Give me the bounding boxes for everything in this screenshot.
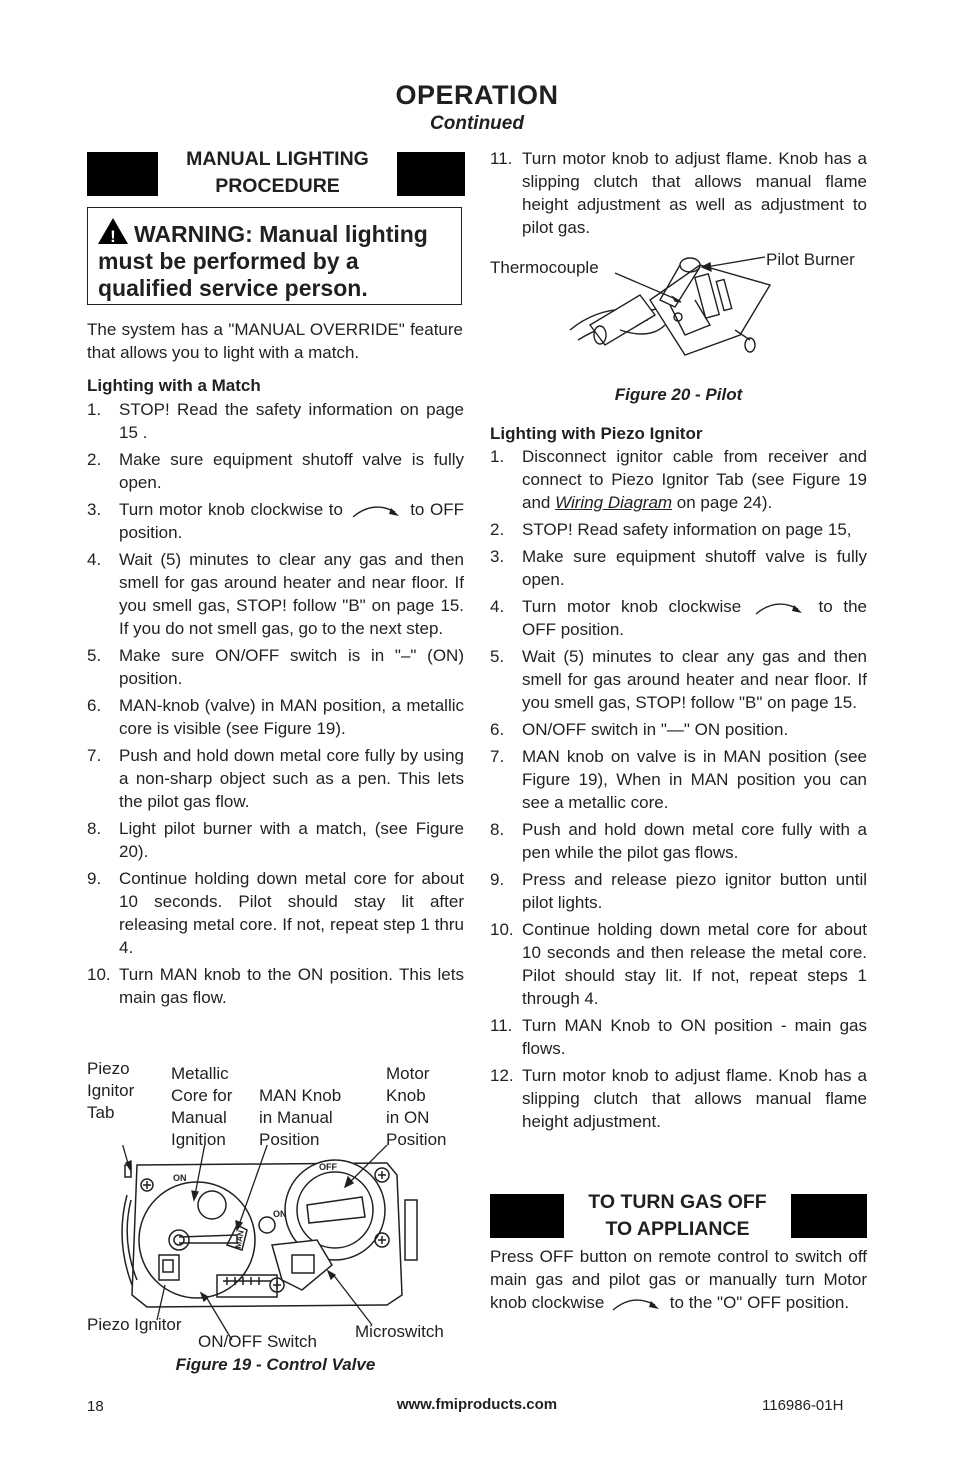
gas-off-paragraph: Press OFF button on remote control to switch off main gas and pilot gas or manually turn Motor knob clockwise to the "O" OFF position. [490, 1247, 867, 1312]
list-item: 8. Light pilot burner with a match, (see Figure 20). [87, 819, 464, 861]
list-item: 4. Wait (5) minutes to clear any gas and then smell for gas around heater and near floor. If you smell gas, STOP! follow "B" on page 15. If you do not smell gas, go to the next step. [87, 550, 464, 638]
list-item: 7. MAN knob on valve is in MAN position (see Figure 19), When in MAN position you can see a metallic core. [490, 747, 867, 812]
list-item: 11. Turn MAN Knob to ON position - main gas flows. [490, 1016, 867, 1058]
section-title-gas-off: TO TURN GAS OFF TO APPLIANCE [588, 1191, 767, 1240]
list-item: 6. ON/OFF switch in "—" ON position. [490, 720, 789, 739]
pilot-figure [560, 245, 790, 375]
section-bar-left [87, 152, 158, 196]
clockwise-arrow-icon [349, 502, 405, 520]
wiring-diagram-link[interactable]: Wiring Diagram [555, 493, 673, 512]
warning-box [87, 207, 462, 305]
list-item: 1. STOP! Read the safety information on page 15 . [87, 400, 464, 442]
section-title-manual-lighting: MANUAL LIGHTING PROCEDURE [186, 148, 369, 197]
figure20-caption: Figure 20 - Pilot [614, 385, 743, 404]
list-item: 11. Turn motor knob to adjust flame. Knob has a slipping clutch that allows manual flame height adjustment as well as adjustment to pilot gas. [490, 149, 867, 237]
label-man-knob: MAN Knob in Manual Position [259, 1086, 342, 1149]
match-steps-list [87, 398, 464, 1013]
page-title: OPERATION [395, 80, 559, 110]
section-bar-right [397, 152, 465, 196]
list-item: 5. Wait (5) minutes to clear any gas and then smell for gas around heater and near floor. If you smell gas, STOP! follow "B" on page 15. [490, 647, 867, 712]
clockwise-arrow-icon [752, 599, 808, 617]
list-item: 10. Continue holding down metal core for about 10 seconds and then release the metal core. Pilot should stay lit. If not, repeat steps 1 through 4. [490, 920, 867, 1008]
list-item: 12. Turn motor knob to adjust flame. Knob has a slipping clutch that allows manual flame height adjustment. [490, 1066, 867, 1131]
warning-icon: ! [98, 218, 128, 244]
page-number: 18 [87, 1398, 104, 1415]
svg-text:ON: ON [173, 1173, 187, 1183]
label-piezo-ignitor: Piezo Ignitor [87, 1315, 182, 1334]
warning-text: WARNING: Manual lighting must be performed by a qualified service person. [98, 221, 428, 301]
list-item: 1. Disconnect ignitor cable from receiver and connect to Piezo Ignitor Tab (see Figure 19 and Wiring Diagram on page 24). [490, 447, 867, 512]
svg-text:OFF: OFF [319, 1162, 337, 1172]
section2-bar-right [791, 1194, 867, 1238]
label-metallic-core: Metallic Core for Manual Ignition [171, 1064, 233, 1149]
piezo-steps-list [490, 445, 867, 1137]
footer-url: www.fmiproducts.com [396, 1396, 558, 1413]
svg-text:ON: ON [273, 1209, 287, 1219]
subhead-lighting-piezo: Lighting with Piezo Ignitor [490, 424, 703, 443]
list-item: 2. STOP! Read safety information on page 15, [490, 520, 852, 539]
intro-paragraph: The system has a "MANUAL OVERRIDE" feature that allows you to light with a match. [87, 320, 463, 362]
list-item: 5. Make sure ON/OFF switch is in "–" (ON) position. [87, 646, 464, 688]
man-label: MAN [233, 1229, 246, 1250]
label-pilot-burner: Pilot Burner [766, 250, 855, 269]
list-item: 3. Make sure equipment shutoff valve is fully open. [490, 547, 867, 589]
label-motor-knob: Motor Knob in ON Position [386, 1064, 447, 1149]
list-item: 8. Push and hold down metal core fully with a pen while the pilot gas flows. [490, 820, 867, 862]
right-step-11 [490, 147, 867, 243]
label-microswitch: Microswitch [355, 1322, 444, 1341]
list-item: 2. Make sure equipment shutoff valve is fully open. [87, 450, 464, 492]
clockwise-arrow-icon [609, 1295, 665, 1313]
list-item: 10. Turn MAN knob to the ON position. This lets main gas flow. [87, 965, 464, 1007]
page-subtitle: Continued [430, 113, 524, 134]
list-item: 4. Turn motor knob clockwise to the OFF position. [490, 597, 867, 639]
label-thermocouple: Thermocouple [490, 258, 599, 277]
list-item: 7. Push and hold down metal core fully by using a non-sharp object such as a pen. This lets the pilot gas flow. [87, 746, 464, 811]
list-item: 9. Continue holding down metal core for about 10 seconds. Pilot should stay lit after releasing metal core. If not, repeat step 1 thru 4. [87, 869, 464, 957]
subhead-lighting-match: Lighting with a Match [87, 376, 261, 395]
list-item: 3. Turn motor knob clockwise to to OFF position. [87, 500, 464, 542]
section2-bar-left [490, 1194, 564, 1238]
label-piezo-tab: Piezo Ignitor Tab [87, 1059, 135, 1122]
label-onoff-switch: ON/OFF Switch [198, 1332, 318, 1351]
list-item: 9. Press and release piezo ignitor button until pilot lights. [490, 870, 867, 912]
figure19-caption: Figure 19 - Control Valve [175, 1355, 376, 1374]
list-item: 6. MAN-knob (valve) in MAN position, a metallic core is visible (see Figure 19). [87, 696, 464, 738]
document-number: 116986-01H [762, 1397, 844, 1414]
